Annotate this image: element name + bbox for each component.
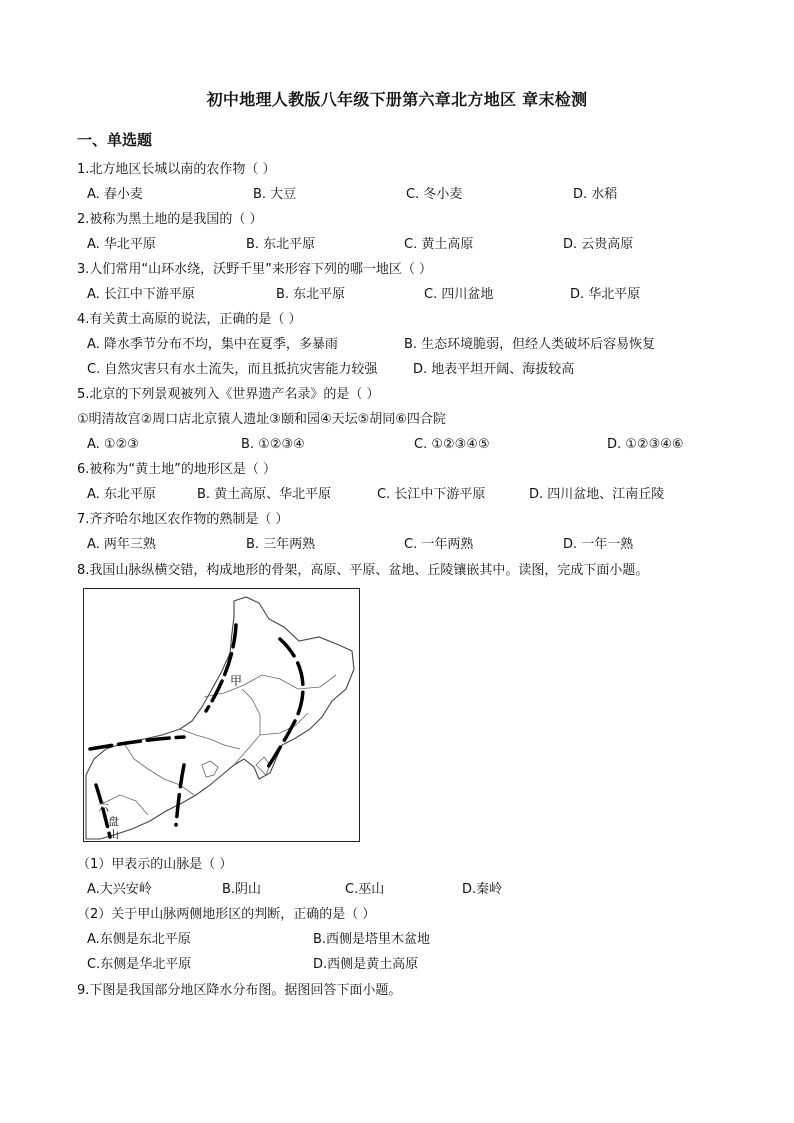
mountain-range-taihang bbox=[176, 765, 184, 825]
subquestion-1-option-b: B.阴山 bbox=[222, 882, 262, 897]
question-2-option-d: D. 云贵高原 bbox=[563, 237, 634, 252]
northeast-china-map bbox=[83, 588, 360, 842]
map-province-border bbox=[234, 713, 308, 765]
mountain-range-changbai bbox=[268, 639, 303, 767]
question-4-stem: 4.有关黄土高原的说法，正确的是（ ） bbox=[77, 312, 302, 327]
question-6-stem: 6.被称为“黄土地”的地形区是（ ） bbox=[77, 462, 277, 477]
map-label-liupan-1: 六 bbox=[98, 801, 109, 814]
question-6-option-c: C. 长江中下游平原 bbox=[377, 487, 486, 502]
map-province-border bbox=[104, 795, 148, 815]
mountain-range-yinshan bbox=[90, 737, 184, 749]
question-3-option-a: A. 长江中下游平原 bbox=[87, 287, 195, 302]
question-1-option-c: C. 冬小麦 bbox=[406, 187, 463, 202]
question-6-option-b: B. 黄土高原、华北平原 bbox=[197, 487, 332, 502]
question-3-option-d: D. 华北平原 bbox=[570, 287, 641, 302]
question-4-option-b: B. 生态环境脆弱，但经人类破坏后容易恢复 bbox=[404, 337, 656, 352]
section-heading: 一、单选题 bbox=[77, 131, 153, 149]
map-coast-detail bbox=[202, 761, 218, 777]
map-province-border bbox=[242, 689, 260, 735]
subquestion-2-stem: （2）关于甲山脉两侧地形区的判断，正确的是（ ） bbox=[77, 907, 376, 922]
question-6-option-d: D. 四川盆地、江南丘陵 bbox=[529, 487, 665, 502]
question-6-option-a: A. 东北平原 bbox=[87, 487, 156, 502]
question-1-option-d: D. 水稻 bbox=[573, 187, 618, 202]
subquestion-2-option-b: B.西侧是塔里木盆地 bbox=[313, 932, 431, 947]
map-province-border bbox=[204, 675, 336, 697]
question-4-option-a: A. 降水季节分布不均，集中在夏季，多暴雨 bbox=[87, 337, 338, 352]
question-7-option-a: A. 两年三熟 bbox=[87, 537, 156, 552]
question-4-option-d: D. 地表平坦开阔、海拔较高 bbox=[413, 362, 575, 377]
subquestion-1-option-a: A.大兴安岭 bbox=[87, 882, 152, 897]
subquestion-2-option-c: C.东侧是华北平原 bbox=[87, 957, 192, 972]
question-1-option-b: B. 大豆 bbox=[253, 187, 297, 202]
question-3-option-b: B. 东北平原 bbox=[276, 287, 346, 302]
question-7-option-c: C. 一年两熟 bbox=[404, 537, 474, 552]
subquestion-1-option-d: D.秦岭 bbox=[462, 882, 503, 897]
map-province-border bbox=[180, 729, 240, 749]
map-label-jia: 甲 bbox=[230, 674, 243, 688]
question-1-option-a: A. 春小麦 bbox=[87, 187, 143, 202]
map-label-liupan-2: 盘 bbox=[108, 815, 119, 828]
question-2-option-b: B. 东北平原 bbox=[246, 237, 316, 252]
question-2-option-a: A. 华北平原 bbox=[87, 237, 156, 252]
question-4-option-c: C. 自然灾害只有水土流失，而且抵抗灾害能力较强 bbox=[87, 362, 378, 377]
question-5-option-b: B. ①②③④ bbox=[241, 437, 305, 452]
subquestion-1-stem: （1）甲表示的山脉是（ ） bbox=[77, 857, 233, 872]
map-boundary-outline bbox=[86, 597, 354, 839]
question-5-option-d: D. ①②③④⑥ bbox=[607, 437, 684, 452]
question-1-stem: 1.北方地区长城以南的农作物（ ） bbox=[77, 162, 276, 177]
subquestion-1-option-c: C.巫山 bbox=[345, 882, 385, 897]
question-8-stem: 8.我国山脉纵横交错，构成地形的骨架，高原、平原、盆地、丘陵镶嵌其中。读图，完成下面小题。 bbox=[77, 563, 649, 578]
subquestion-2-option-d: D.西侧是黄土高原 bbox=[313, 957, 419, 972]
question-5-option-a: A. ①②③ bbox=[87, 437, 139, 452]
question-7-option-b: B. 三年两熟 bbox=[246, 537, 316, 552]
question-3-option-c: C. 四川盆地 bbox=[424, 287, 494, 302]
question-3-stem: 3.人们常用“山环水绕，沃野千里”来形容下列的哪一地区（ ） bbox=[77, 262, 433, 277]
document-title: 初中地理人教版八年级下册第六章北方地区 章末检测 bbox=[206, 90, 588, 109]
question-7-option-d: D. 一年一熟 bbox=[563, 537, 634, 552]
question-7-stem: 7.齐齐哈尔地区农作物的熟制是（ ） bbox=[77, 512, 289, 527]
question-9-stem: 9.下图是我国部分地区降水分布图。据图回答下面小题。 bbox=[77, 983, 402, 998]
question-5-option-c: C. ①②③④⑤ bbox=[414, 437, 490, 452]
subquestion-2-option-a: A.东侧是东北平原 bbox=[87, 932, 191, 947]
map-drawing bbox=[84, 589, 359, 841]
question-5-stem: 5.北京的下列景观被列入《世界遗产名录》的是（ ） bbox=[77, 387, 380, 402]
question-5-items: ①明清故宫②周口店北京猿人遗址③颐和园④天坛⑤胡同⑥四合院 bbox=[77, 412, 446, 427]
map-label-liupan-3: 山 bbox=[108, 828, 119, 841]
question-2-option-c: C. 黄土高原 bbox=[404, 237, 474, 252]
question-2-stem: 2.被称为黑土地的是我国的（ ） bbox=[77, 212, 263, 227]
